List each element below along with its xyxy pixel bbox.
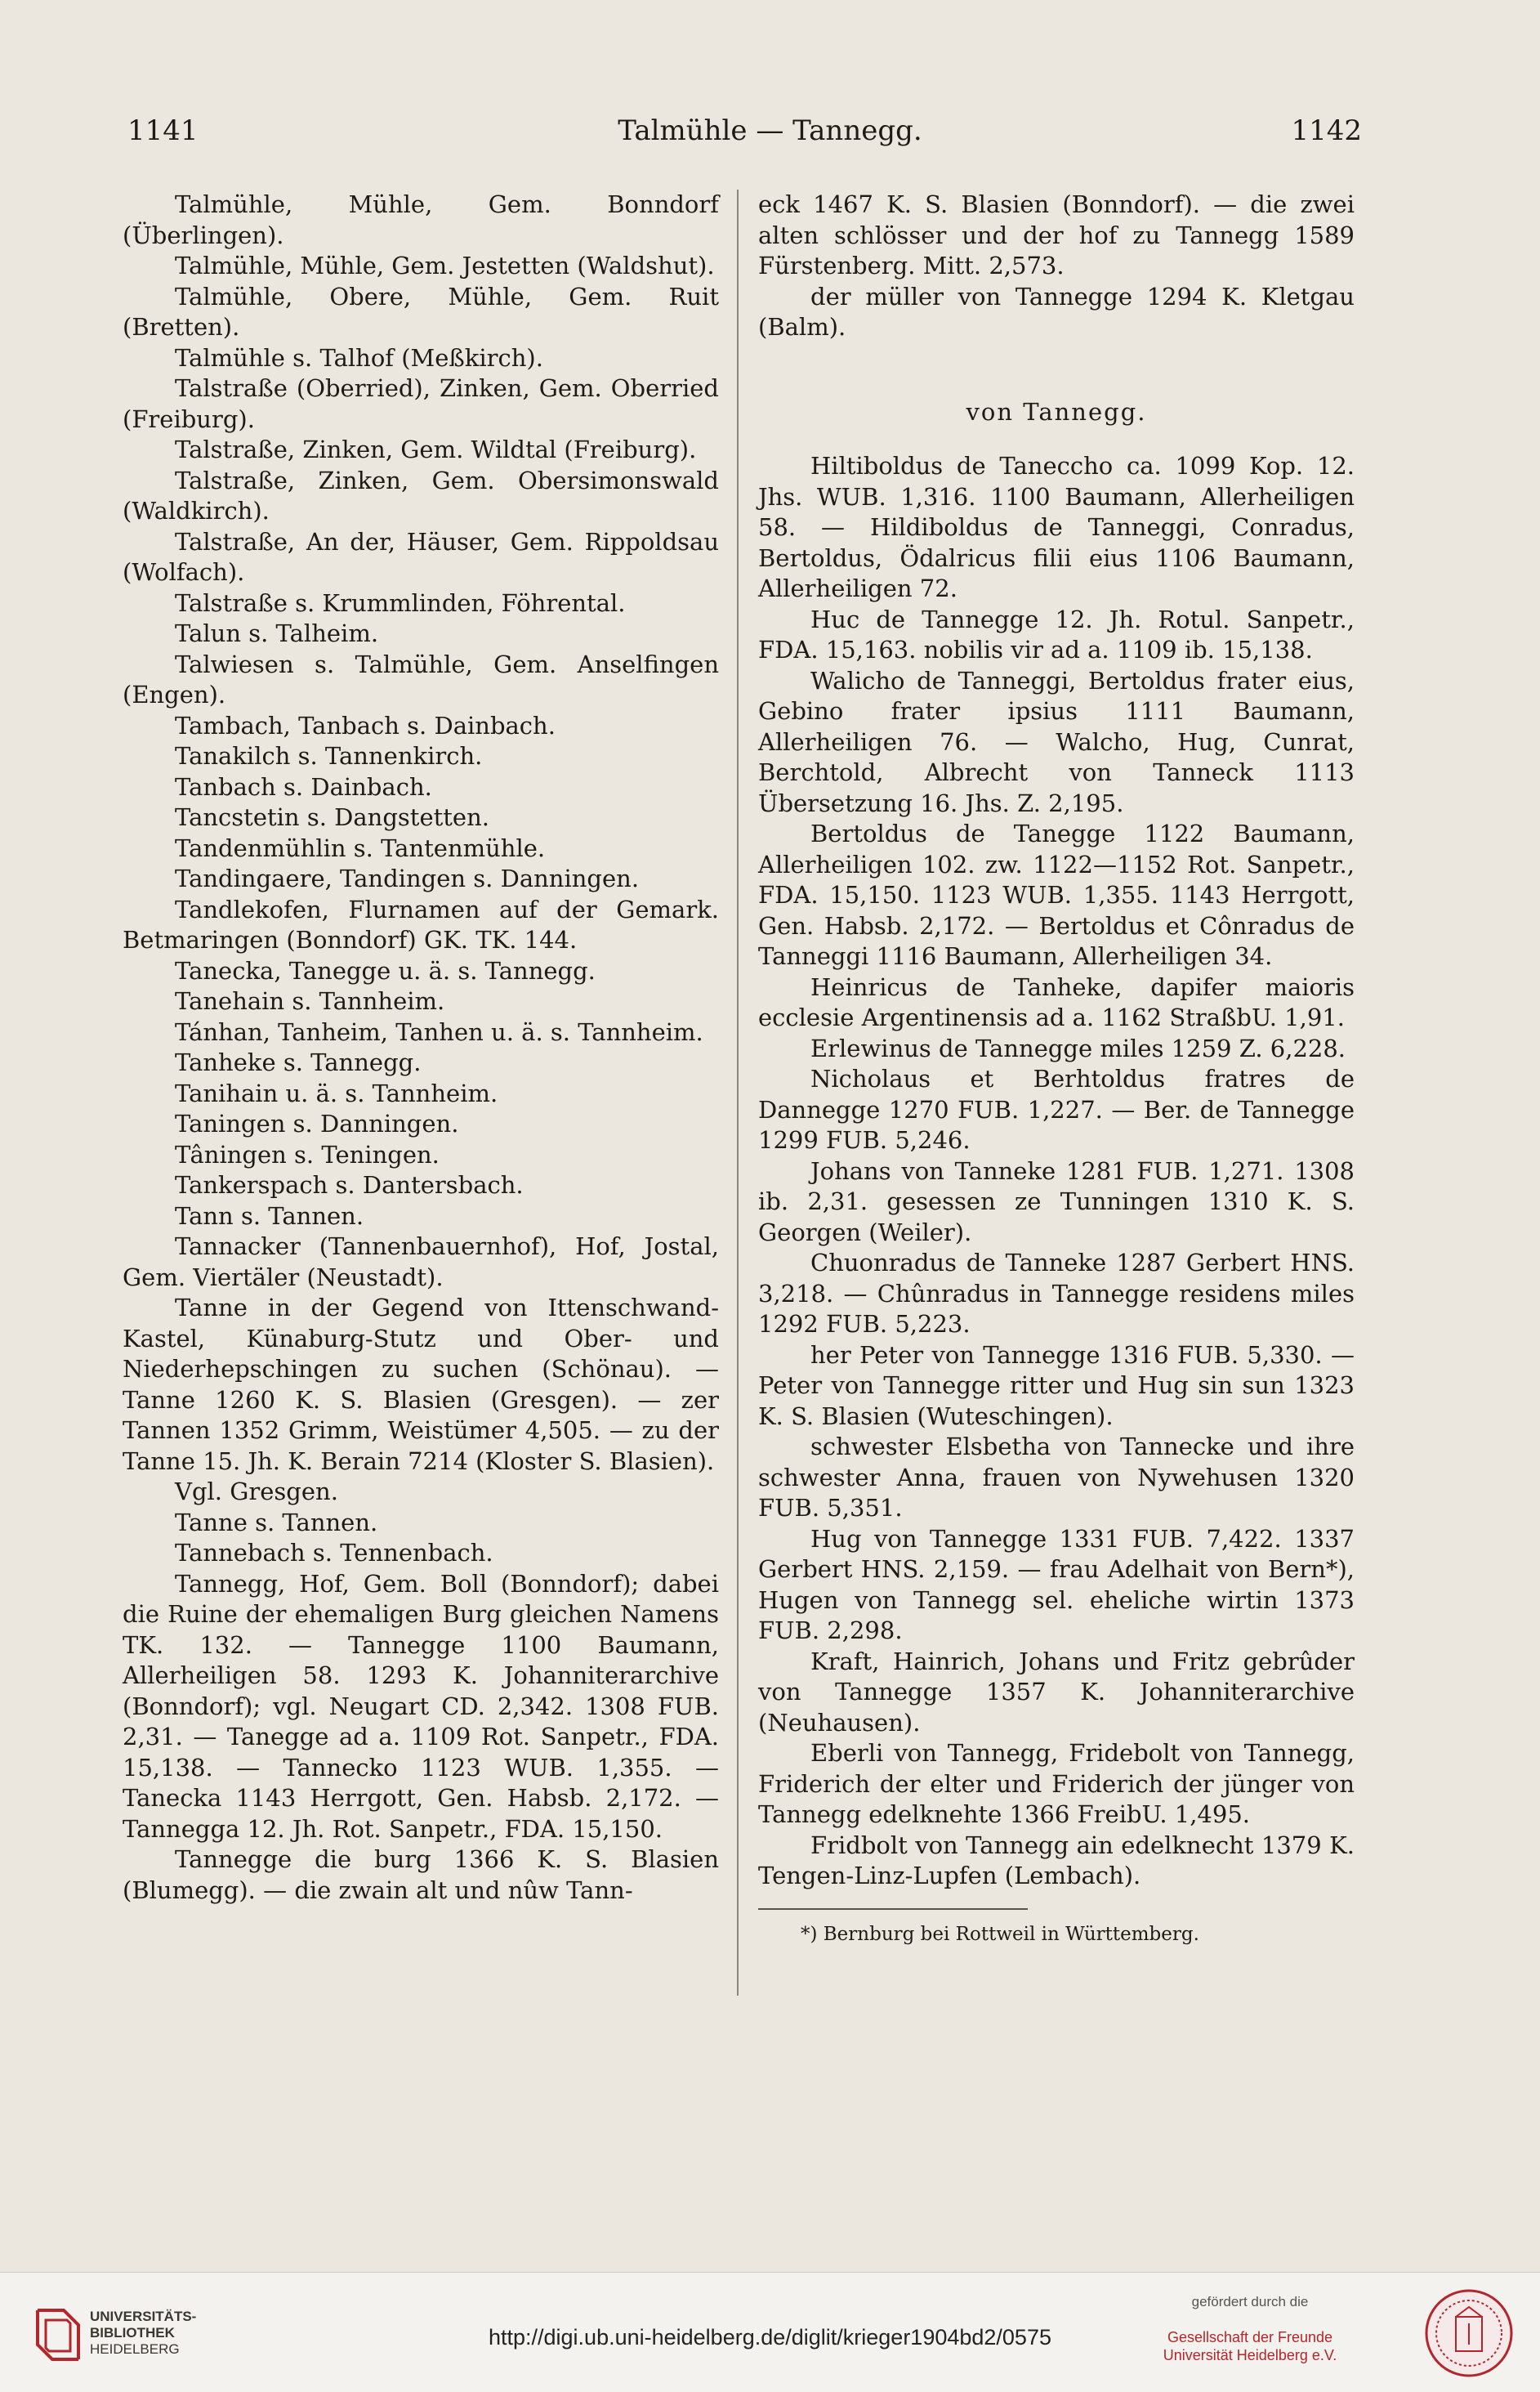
entry: Tambach, Tanbach s. Dainbach. (175, 711, 556, 740)
entry: Huc de Tannegge 12. Jh. Rotul. Sanpetr., FDA. 15,163. nobilis vir ad a. 1109 ib. 15,138. (758, 605, 1355, 664)
entry: Eberli von Tannegg, Fridebolt von Tannegg, Friderich der elter und Friderich der jünger von Tannegg edelknehte 1366 FreibU. 1,495. (758, 1739, 1355, 1828)
entry: Talmühle, Obere, Mühle, Gem. Ruit (Bretten). (123, 282, 719, 341)
entry: Tanne s. Tannen. (175, 1508, 378, 1536)
entry: Tannebach s. Tennenbach. (175, 1539, 493, 1567)
entry: her Peter von Tannegge 1316 FUB. 5,330. — Peter von Tannegge ritter und Hug sin sun 1323 K. S. Blasien (Wuteschingen). (758, 1340, 1355, 1430)
footnote-rule (758, 1908, 1028, 1910)
entry: Heinricus de Tanheke, dapifer maioris ecclesie Argentinensis ad a. 1162 StraßbU. 1,91. (758, 972, 1355, 1031)
entry: Tankerspach s. Dantersbach. (175, 1171, 524, 1199)
library-name-line: HEIDELBERG (90, 2341, 180, 2357)
sponsor-name: Gesellschaft der Freunde (1167, 2329, 1333, 2345)
entry: Bertoldus de Tanegge 1122 Baumann, Allerheiligen 102. zw. 1122—1152 Rot. Sanpetr., FDA. 15,150. 1123 WUB. 1,355. 1143 Herrgott, Gen. Habsb. 2,172. — Bertoldus et Cônradus de Tanneggi 1116 Baumann, Allerheiligen 34. (758, 820, 1355, 970)
entry: Tanheke s. Tannegg. (175, 1048, 422, 1076)
entry: Tanne in der Gegend von Ittenschwand-Kastel, Künaburg-Stutz und Ober- und Niederhepschingen zu suchen (Schönau). — Tanne 1260 K. S. Blasien (Gresgen). — zer Tannen 1352 Grimm, Weistümer 4,505. — zu der Tanne 15. Jh. K. Berain 7214 (Kloster S. Blasien). (123, 1294, 719, 1475)
entry: Talstraße (Oberried), Zinken, Gem. Oberried (Freiburg). (123, 374, 719, 433)
entry: Erlewinus de Tannegge miles 1259 Z. 6,228. (810, 1034, 1346, 1062)
entry: Talmühle, Mühle, Gem. Jestetten (Waldshut). (175, 252, 715, 279)
entry: Tanecka, Tanegge u. ä. s. Tannegg. (175, 956, 596, 985)
entry: Tann s. Tannen. (175, 1201, 364, 1230)
right-column (758, 190, 1355, 1950)
entry: Talstraße s. Krummlinden, Föhrental. (175, 588, 626, 617)
running-head: Talmühle — Tannegg. (618, 114, 922, 147)
entry: Tannacker (Tannenbauernhof), Hof, Jostal, Gem. Viertäler (Neustadt). (123, 1232, 719, 1291)
entry: Hiltiboldus de Taneccho ca. 1099 Kop. 12. Jhs. WUB. 1,316. 1100 Baumann, Allerheiligen 58. — Hildiboldus de Tanneggi, Conradus, Bertoldus, Ödalricus filii eius 1106 Baumann, Allerheiligen 72. (758, 452, 1355, 602)
entry: Talmühle s. Talhof (Meßkirch). (175, 343, 543, 372)
entry: Talun s. Talheim. (175, 619, 379, 647)
entry: Talwiesen s. Talmühle, Gem. Anselfingen (Engen). (123, 650, 719, 709)
entry: Walicho de Tanneggi, Bertoldus frater eius, Gebino frater ipsius 1111 Baumann, Allerheiligen 76. — Walcho, Hug, Cunrat, Berchtold, Albrecht von Tanneck 1113 Übersetzung 16. Jhs. Z. 2,195. (758, 666, 1355, 817)
entry: Tannegge die burg 1366 K. S. Blasien (Blumegg). — die zwain alt und nûw Tann- (123, 1845, 719, 1904)
entry: Tâningen s. Teningen. (175, 1140, 440, 1169)
entry: Fridbolt von Tannegg ain edelknecht 1379 K. Tengen-Linz-Lupfen (Lembach). (758, 1831, 1355, 1889)
entry: eck 1467 K. S. Blasien (Bonndorf). — die zwei alten schlösser und der hof zu Tannegg 1589 Fürstenberg. Mitt. 2,573. (758, 190, 1355, 279)
library-name-line: BIBLIOTHEK (90, 2325, 175, 2341)
sponsor-name: Universität Heidelberg e.V. (1163, 2347, 1337, 2363)
entry: Tannegg, Hof, Gem. Boll (Bonndorf); dabei die Ruine der ehemaligen Burg gleichen Namens TK. 132. — Tannegge 1100 Baumann, Allerheiligen 58. 1293 K. Johanniterarchive (Bonndorf); vgl. Neugart CD. 2,342. 1308 FUB. 2,31. — Tanegge ad a. 1109 Rot. Sanpetr., FDA. 15,138. — Tannecko 1123 WUB. 1,355. — Tanecka 1143 Herrgott, Gen. Habsb. 2,172. — Tannegga 12. Jh. Rot. Sanpetr., FDA. 15,150. (123, 1569, 719, 1843)
entry: Talstraße, Zinken, Gem. Obersimonswald (Waldkirch). (123, 466, 719, 525)
right-page-number: 1142 (1291, 114, 1362, 147)
entry: Tancstetin s. Dangstetten. (175, 803, 489, 831)
entry: Tandlekofen, Flurnamen auf der Gemark. Betmaringen (Bonndorf) GK. TK. 144. (123, 895, 719, 954)
sponsor-label: gefördert durch die (1191, 2294, 1309, 2309)
entry: Vgl. Gresgen. (175, 1478, 338, 1505)
viewer-footer (0, 2272, 1540, 2392)
section-heading: von Tannegg. (966, 397, 1147, 426)
library-name-line: UNIVERSITÄTS- (90, 2309, 197, 2324)
column-divider (737, 190, 739, 1996)
entry: Talstraße, An der, Häuser, Gem. Rippoldsau (Wolfach). (123, 527, 719, 586)
entry: Chuonradus de Tanneke 1287 Gerbert HNS. 3,218. — Chûnradus in Tannegge residens miles 1292 FUB. 5,223. (758, 1249, 1355, 1338)
entry: Tandenmühlin s. Tantenmühle. (175, 834, 546, 862)
entry: Talstraße, Zinken, Gem. Wildtal (Freiburg). (175, 436, 697, 463)
entry: Nicholaus et Berhtoldus fratres de Dannegge 1270 FUB. 1,227. — Ber. de Tannegge 1299 FUB. 5,246. (758, 1065, 1355, 1154)
entry: Tandingaere, Tandingen s. Danningen. (175, 865, 640, 892)
entry: Tanbach s. Dainbach. (175, 772, 432, 801)
university-seal-icon (1423, 2287, 1515, 2379)
footnote: *) Bernburg bei Rottweil in Württemberg. (801, 1923, 1199, 1945)
entry: Taningen s. Danningen. (175, 1110, 459, 1138)
entry: Talmühle, Mühle, Gem. Bonndorf (Überlingen). (123, 190, 719, 249)
entry: Hug von Tannegge 1331 FUB. 7,422. 1337 Gerbert HNS. 2,159. — frau Adelhait von Bern*), Hugen von Tannegg sel. eheliche wirtin 1373 FUB. 2,298. (758, 1524, 1355, 1644)
entry: Kraft, Hainrich, Johans und Fritz gebrûder von Tannegge 1357 K. Johanniterarchive (Neuhausen). (758, 1647, 1355, 1737)
left-column (123, 190, 719, 1906)
entry: der müller von Tannegge 1294 K. Kletgau (Balm). (758, 282, 1355, 341)
entry: schwester Elsbetha von Tannecke und ihre schwester Anna, frauen von Nywehusen 1320 FUB. 5,351. (758, 1433, 1355, 1522)
entry: Tanihain u. ä. s. Tannheim. (175, 1079, 498, 1107)
left-page-number: 1141 (127, 114, 199, 147)
entry: Johans von Tanneke 1281 FUB. 1,271. 1308 ib. 2,31. gesessen ze Tunningen 1310 K. S. Georgen (Weiler). (758, 1156, 1355, 1246)
entry: Tanakilch s. Tannenkirch. (175, 742, 483, 770)
entry: Tanehain s. Tannheim. (175, 987, 445, 1015)
entry: Tánhan, Tanheim, Tanhen u. ä. s. Tannheim. (175, 1017, 703, 1046)
permalink-url[interactable]: http://digi.ub.uni-heidelberg.de/diglit/krieger1904bd2/0575 (488, 2325, 1051, 2350)
spacer (758, 343, 1355, 373)
sponsor-block (1127, 2294, 1373, 2364)
